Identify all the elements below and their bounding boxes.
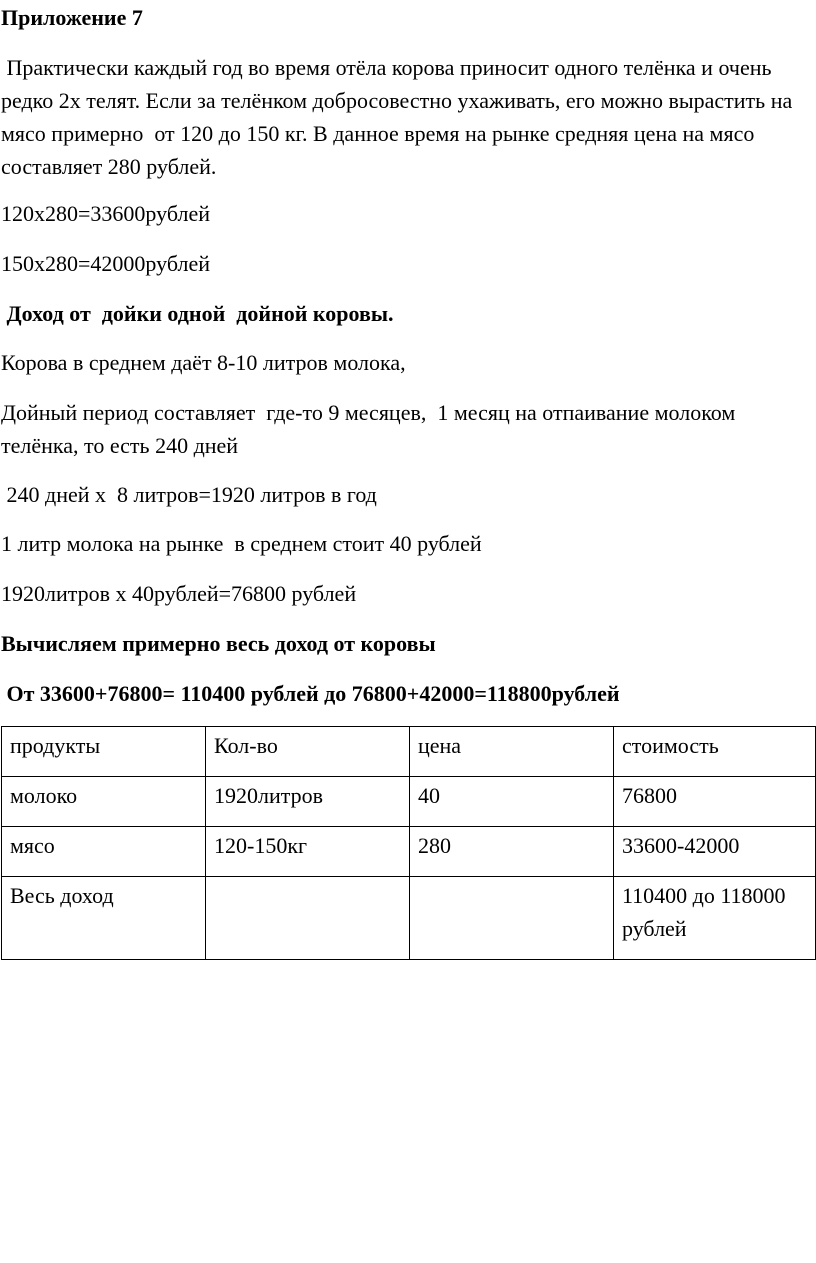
- table-cell: 40: [410, 777, 614, 827]
- intro-paragraph: Практически каждый год во время отёла корова приносит одного телёнка и очень редко 2х телят. Если за телёнком добросовестно ухаживать, его можно вырастить на мясо примерно от 120 до 150 кг. В данное время на рынке средняя цена на мясо составляет 280 рублей.: [1, 55, 798, 179]
- milk-period-text: Дойный период составляет где-то 9 месяцев, 1 месяц на отпаивание молоком телёнка, то есть 240 дней: [1, 400, 741, 458]
- milk-income-calc: 1920литров х 40рублей=76800 рублей: [1, 581, 357, 606]
- table-cell: молоко: [2, 777, 206, 827]
- table-cell: 110400 до 118000 рублей: [614, 877, 816, 960]
- table-cell: 120-150кг: [206, 827, 410, 877]
- table-cell: Весь доход: [2, 877, 206, 960]
- table-header-cell: продукты: [2, 727, 206, 777]
- table-row: [2, 877, 816, 960]
- table-cell: мясо: [2, 827, 206, 877]
- table-cell: [206, 877, 410, 960]
- table-row: [2, 777, 816, 827]
- calc-meat-max: 150х280=42000рублей: [1, 251, 210, 276]
- milk-year-calc: 240 дней х 8 литров=1920 литров в год: [1, 482, 377, 507]
- milk-yield-text: Корова в среднем даёт 8-10 литров молока,: [1, 350, 406, 375]
- table-header-cell: Кол-во: [206, 727, 410, 777]
- table-header-cell: стоимость: [614, 727, 816, 777]
- income-table: [1, 726, 816, 960]
- table-cell: 33600-42000: [614, 827, 816, 877]
- table-header-cell: цена: [410, 727, 614, 777]
- table-cell: 1920литров: [206, 777, 410, 827]
- total-income-heading: Вычисляем примерно весь доход от коровы: [1, 631, 436, 656]
- milk-price-text: 1 литр молока на рынке в среднем стоит 40 рублей: [1, 531, 482, 556]
- milk-income-heading: Доход от дойки одной дойной коровы.: [1, 301, 394, 326]
- table-cell: 280: [410, 827, 614, 877]
- table-cell: 76800: [614, 777, 816, 827]
- calc-meat-min: 120х280=33600рублей: [1, 201, 210, 226]
- table-header-row: [2, 727, 816, 777]
- table-cell: [410, 877, 614, 960]
- total-income-range: От 33600+76800= 110400 рублей до 76800+42000=118800рублей: [1, 681, 620, 706]
- table-row: [2, 827, 816, 877]
- appendix-title: Приложение 7: [1, 5, 143, 30]
